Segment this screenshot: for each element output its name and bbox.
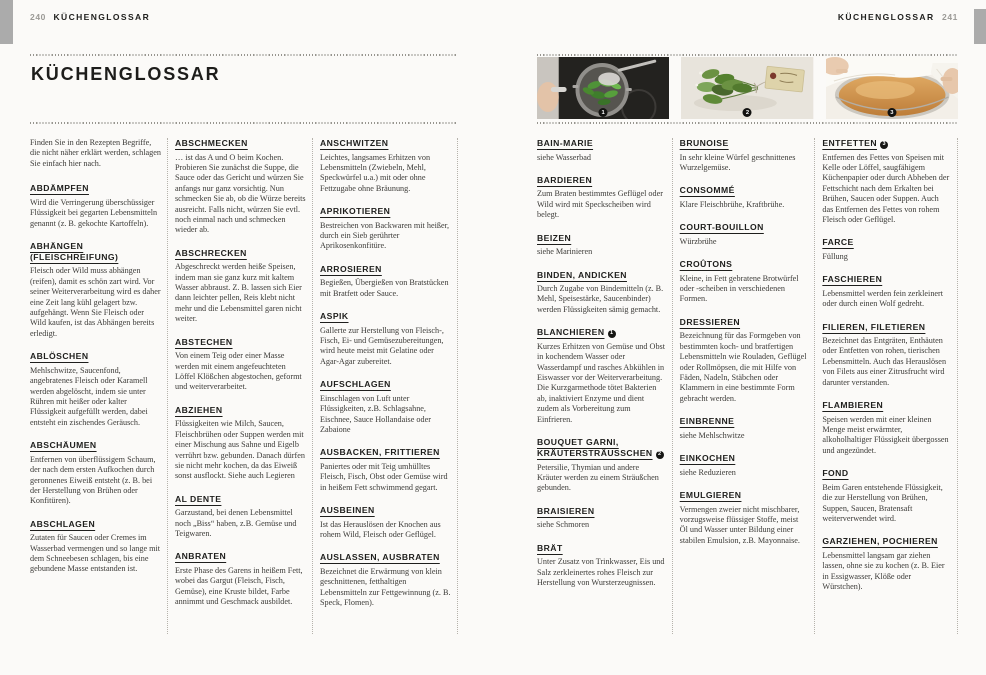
- glossary-entry: [680, 138, 809, 173]
- glossary-term-text: AUSLASSEN, AUSBRATEN: [320, 552, 440, 563]
- glossary-entry: [320, 264, 451, 299]
- glossary-term: [680, 259, 809, 270]
- glossary-term-text: BARDIEREN: [537, 174, 593, 185]
- glossary-definition: siehe Reduzieren: [679, 467, 736, 477]
- glossary-term-text: ABSCHRECKEN: [175, 247, 247, 258]
- glossary-entry: [30, 351, 161, 428]
- glossary-term-text: AUFSCHLAGEN: [320, 379, 391, 390]
- intro-text: Finden Sie in den Rezepten Begriffe, die nicht näher erklärt werden, schlagen Sie einfach hier nach.: [30, 138, 161, 168]
- glossary-definition: Flüssigkeiten wie Milch, Saucen, Fleischbrühen oder Suppen werden mit einer Mischung aus Sahne und Eigelb verrührt bzw. gebunden. Danach dürfen sie nicht mehr kochen, da das Eiweiß sonst ausflockt. Siehe auch Legieren: [175, 419, 305, 481]
- dotted-rule: [537, 54, 958, 56]
- glossary-entry: [680, 259, 809, 305]
- glossary-term-text: ABSCHÄUMEN: [30, 440, 97, 451]
- glossary-entry: [175, 494, 306, 540]
- glossary-term-text: CROÛTONS: [679, 259, 733, 270]
- glossary-term-text: FOND: [822, 468, 849, 479]
- glossary-term-text: APRIKOTIEREN: [320, 206, 391, 217]
- glossary-term-text: ABDÄMPFEN: [30, 183, 89, 194]
- glossary-column: [30, 138, 168, 634]
- glossary-term: [537, 327, 666, 338]
- glossary-term-text: ABSTECHEN: [175, 336, 233, 347]
- glossary-definition: Bezeichnet die Erwärmung von klein geschnittenen, fetthaltigen Lebensmitteln zur Fettgewinnung (z. B. Speck, Flomen).: [320, 566, 451, 608]
- photo-strip: [537, 57, 958, 119]
- glossary-term: [30, 440, 161, 451]
- glossary-entry: [320, 447, 451, 493]
- glossary-term-text: AUSBEINEN: [320, 505, 375, 516]
- glossary-definition: Füllung: [822, 251, 848, 261]
- page-number: 240: [30, 12, 46, 22]
- glossary-definition: Paniertes oder mit Teig umhülltes Fleisch, Fisch, Obst oder Gemüse wird in heißem Fett schwimmend gegart.: [320, 461, 448, 492]
- right-edge-tab: [974, 9, 986, 44]
- glossary-term-text: BAIN-MARIE: [537, 138, 594, 148]
- glossary-term: [175, 248, 306, 259]
- glossary-definition: Leichtes, langsames Erhitzen von Lebensmitteln (Zwiebeln, Mehl, Speckwürfel u.a.) mit oder ohne Fettzugabe ohne Bräunung.: [320, 152, 431, 193]
- glossary-definition: Zum Braten bestimmtes Geflügel oder Wild wird mit Speckscheiben wird belegt.: [537, 189, 663, 220]
- glossary-entry: [30, 519, 161, 575]
- glossary-entry: [680, 490, 809, 546]
- glossary-entry: [822, 400, 951, 456]
- running-head-title: KÜCHENGLOSSAR: [53, 12, 151, 22]
- glossary-term: [822, 237, 951, 248]
- glossary-entry: [822, 237, 951, 262]
- glossary-definition: Garzustand, bei denen Lebensmittel noch „Biss“ haben, z.B. Gemüse und Teigwaren.: [175, 508, 297, 539]
- glossary-definition: Wird die Verringerung überschüssiger Flüssigkeit bei gegarten Lebensmitteln genannt (z. B. gekochte Kartoffeln).: [30, 197, 158, 228]
- glossary-term-text: EINBRENNE: [679, 416, 735, 427]
- glossary-term-text: ENTFETTEN: [822, 138, 877, 148]
- glossary-term: [320, 311, 451, 322]
- glossary-term: [822, 468, 951, 479]
- glossary-term: [537, 175, 666, 186]
- glossary-entry: [537, 270, 666, 316]
- glossary-term-text: FLAMBIEREN: [822, 400, 884, 411]
- glossary-entry: [30, 138, 161, 169]
- glossary-definition: Kurzes Erhitzen von Gemüse und Obst in kochendem Wasser oder Wasserdampf und rasches Abkühlen in Eiswasser vor der Weiterverarbeitung. Die Kurzgarmethode tötet Bakterien ab, inaktiviert Enzyme und dient zudem als Vorbereitung zum Einfrieren.: [537, 341, 666, 424]
- glossary-term-text: ABHÄNGEN (FLEISCHREIFUNG): [30, 240, 119, 262]
- glossary-definition: Speisen werden mit einer kleinen Menge meist erwärmter, alkoholhaltiger Flüssigkeit übergossen und angezündet.: [822, 414, 949, 455]
- glossary-term: [320, 379, 451, 390]
- running-head-left: [30, 12, 458, 22]
- glossary-term: [680, 453, 809, 464]
- glossary-definition: Unter Zusatz von Trinkwasser, Eis und Salz zerkleinertes rohes Fleisch zur Herstellung von Wursterzeugnissen.: [537, 557, 665, 587]
- glossary-term-text: BOUQUET GARNI, KRÄUTERSTRÄUSSCHEN: [537, 437, 653, 458]
- glossary-term: [175, 138, 306, 149]
- glossary-column: [537, 138, 673, 634]
- glossary-entry: [30, 440, 161, 507]
- glossary-term: [537, 543, 666, 554]
- glossary-term-text: FILIEREN, FILETIEREN: [822, 321, 926, 332]
- glossary-definition: siehe Marinieren: [537, 247, 593, 257]
- glossary-term-text: AL DENTE: [175, 493, 222, 504]
- glossary-entry: [175, 551, 306, 607]
- glossary-definition: siehe Schmoren: [537, 520, 590, 530]
- glossary-term-text: AUSBACKEN, FRITTIEREN: [320, 447, 440, 458]
- glossary-term: [822, 536, 951, 547]
- glossary-term-text: BEIZEN: [537, 232, 572, 243]
- glossary-definition: siehe Mehlschwitze: [679, 430, 745, 440]
- glossary-term: [822, 274, 951, 285]
- page-title: KÜCHENGLOSSAR: [31, 64, 221, 84]
- glossary-term: [680, 185, 809, 196]
- photo-badge-1: 1: [599, 108, 608, 117]
- glossary-term-text: ABZIEHEN: [175, 404, 223, 415]
- dotted-rule: [30, 54, 458, 56]
- glossary-term: [30, 183, 161, 194]
- glossary-term-text: DRESSIEREN: [679, 316, 741, 327]
- glossary-term: [537, 437, 666, 459]
- glossary-entry: [680, 416, 809, 441]
- glossary-term: [537, 270, 666, 281]
- glossary-definition: Von einem Teig oder einer Masse werden mit einem angefeuchteten Löffel Klößchen abgestochen, geformt und weiterverarbeitet.: [175, 351, 302, 392]
- glossary-definition: Entfernen des Fettes von Speisen mit Kelle oder Löffel, saugfähigem Küchenpapier oder durch Abheben der Fettschicht nach dem Erkalten bei Brühen, Saucen oder Suppen. Auch das Entfernen des Fettes von rohem Fleisch oder Geflügel.: [822, 152, 950, 224]
- glossary-definition: Bezeichnet das Entgräten, Enthäuten oder Entfetten von rohen, tierischen Lebensmitteln. Auch das Herauslösen von Filets aus einer Zitrusfrucht wird darunter verstanden.: [822, 336, 947, 387]
- glossary-term-text: CONSOMMÉ: [679, 185, 735, 196]
- glossary-term: [680, 222, 809, 233]
- running-head-right: [537, 12, 958, 22]
- glossary-definition: Lebensmittel werden fein zerkleinert oder durch einen Wolf gedreht.: [822, 288, 944, 309]
- glossary-entry: [175, 248, 306, 325]
- glossary-entry: [537, 175, 666, 221]
- glossary-term: [175, 405, 306, 416]
- glossary-definition: In sehr kleine Würfel geschnittenes Wurzelgemüse.: [679, 152, 796, 172]
- glossary-term: [320, 447, 451, 458]
- glossary-entry: [822, 138, 951, 225]
- page-number: 241: [942, 12, 958, 22]
- glossary-definition: Ist das Herauslösen der Knochen aus rohem Wild, Fleisch oder Geflügel.: [320, 519, 441, 540]
- glossary-entry: [680, 453, 809, 478]
- photo-ref-badge: 3: [880, 141, 888, 149]
- glossary-term: [822, 138, 951, 149]
- glossary-term-text: FASCHIEREN: [822, 274, 883, 285]
- glossary-entry: [320, 311, 451, 367]
- glossary-term: [320, 505, 451, 516]
- running-head-title: KÜCHENGLOSSAR: [837, 12, 935, 22]
- glossary-definition: Klare Fleischbrühe, Kraftbrühe.: [679, 199, 785, 209]
- glossary-term-text: GARZIEHEN, POCHIEREN: [822, 536, 938, 547]
- glossary-term: [680, 416, 809, 427]
- glossary-term: [822, 322, 951, 333]
- glossary-entry: [320, 379, 451, 435]
- glossary-definition: Zutaten für Saucen oder Cremes im Wasserbad vermengen und so lange mit dem Schneebesen schlagen, bis eine gebundene Masse entstanden ist.: [30, 533, 161, 574]
- glossary-entry: [537, 506, 666, 531]
- glossary-definition: Einschlagen von Luft unter Flüssigkeiten, z.B. Schlagsahne, Eischnee, Sauce Hollandaise oder Zabaione: [320, 393, 431, 434]
- glossary-columns-left: [30, 138, 458, 634]
- glossary-term: [680, 317, 809, 328]
- glossary-entry: [320, 505, 451, 540]
- glossary-entry: [320, 552, 451, 608]
- glossary-term-text: BINDEN, ANDICKEN: [537, 269, 627, 280]
- glossary-term: [537, 233, 666, 244]
- glossary-term: [175, 494, 306, 505]
- dotted-rule: [30, 122, 458, 124]
- glossary-term-text: BRUNOISE: [679, 138, 729, 148]
- glossary-entry: [30, 183, 161, 229]
- glossary-definition: Erste Phase des Garens in heißem Fett, wobei das Gargut (Fleisch, Fisch, Gemüse), eine Kruste bildet, Farbe annimmt und Geschmack ausbildet.: [175, 565, 303, 607]
- photo-blanchieren: [537, 57, 669, 119]
- glossary-definition: Bezeichnung für das Formgeben von bestimmten koch- und bratfertigen Lebensmitteln wie Rouladen, Geflügel oder Rollmöpsen, die mit Hilfe von Fäden, Nadeln, Stäbchen oder Klammern in eine bestimmte Form gebracht werden.: [679, 331, 807, 403]
- glossary-term-text: BLANCHIEREN: [537, 327, 605, 338]
- glossary-columns-right: [537, 138, 958, 634]
- glossary-definition: Begießen, Übergießen von Bratstücken mit Bratfett oder Sauce.: [320, 278, 449, 298]
- glossary-term-text: ARROSIEREN: [320, 263, 382, 274]
- glossary-term: [822, 400, 951, 411]
- photo-badge-2: 2: [743, 108, 752, 117]
- glossary-definition: Bestreichen von Backwaren mit heißer, durch ein Sieb gerührter Aprikosenkonfitüre.: [320, 220, 450, 251]
- glossary-entry: [537, 138, 666, 163]
- glossary-entry: [175, 337, 306, 393]
- glossary-definition: … ist das A und O beim Kochen. Probieren Sie zunächst die Suppe, die Sauce oder das Gericht und würzen Sie anfangs nur ganz vorsichtig. Nun schmecken Sie ab, ob die Würze bereits ausreicht. Falls nicht, würzen Sie evtl. noch einmal nach und schmecken wieder ab.: [175, 152, 306, 235]
- glossary-entry: [822, 274, 951, 309]
- glossary-entry: [537, 233, 666, 258]
- glossary-term: [30, 519, 161, 530]
- glossary-definition: Vermengen zweier nicht mischbarer, vorzugsweise flüssiger Stoffe, meist Öl und Wasser unter Bildung einer stabilen Emulsion, z.B. Mayonnaise.: [679, 504, 800, 545]
- glossary-term: [175, 551, 306, 562]
- glossary-definition: Gallerte zur Herstellung von Fleisch-, Fisch, Ei- und Gemüsezubereitungen, wird heute meist mit Gelatine oder Agar-Agar zubereitet.: [320, 325, 444, 366]
- glossary-entry: [680, 317, 809, 404]
- glossary-entry: [320, 206, 451, 252]
- glossary-definition: Lebensmittel langsam gar ziehen lassen, ohne sie zu kochen (z. B. Eier in Essigwasser, Klöße oder Würstchen).: [822, 550, 945, 592]
- glossary-definition: Beim Garen entstehende Flüssigkeit, die zur Herstellung von Brühen, Suppen, Saucen, Bratensaft weiterverwendet wird.: [822, 482, 943, 523]
- photo-badge-3: 3: [887, 108, 896, 117]
- glossary-term: [537, 506, 666, 517]
- glossary-term-text: BRAISIEREN: [537, 505, 595, 516]
- glossary-column: [822, 138, 958, 634]
- glossary-entry: [680, 222, 809, 247]
- glossary-term-text: ANBRATEN: [175, 551, 227, 562]
- glossary-entry: [822, 536, 951, 592]
- glossary-definition: Fleisch oder Wild muss abhängen (reifen), damit es schön zart wird. Vor seiner Weiterverarbeitung wird es daher eine Zeit lang kühl gelagert bzw. aufgehängt. Wenn Sie Fleisch oder Wild kaufen, ist das Abhängen bereits erledigt.: [30, 266, 161, 338]
- glossary-term: [320, 552, 451, 563]
- glossary-entry: [822, 322, 951, 389]
- glossary-definition: Würzbrühe: [679, 236, 717, 246]
- glossary-entry: [175, 405, 306, 482]
- glossary-definition: Mehlschwitze, Saucenfond, angebratenes Fleisch oder Karamell werden abgelöscht, indem sie unter Rühren mit heißer oder kalter Flüssigkeit aufgefüllt werden, dabei entsteht ein zischendes Geräusch.: [30, 365, 148, 427]
- glossary-term: [320, 138, 451, 149]
- photo-ref-badge: 1: [608, 330, 616, 338]
- glossary-term: [320, 206, 451, 217]
- glossary-entry: [175, 138, 306, 236]
- glossary-entry: [680, 185, 809, 210]
- glossary-term: [30, 351, 161, 362]
- glossary-definition: Durch Zugabe von Bindemitteln (z. B. Mehl, Speisestärke, Saucenbinder) werden Flüssigkeiten sämig gemacht.: [537, 284, 664, 314]
- glossary-term-text: ASPIK: [320, 311, 349, 322]
- glossary-term: [680, 490, 809, 501]
- glossary-term-text: EINKOCHEN: [679, 453, 736, 464]
- glossary-entry: [537, 327, 666, 425]
- glossary-term: [680, 138, 809, 149]
- glossary-definition: Petersilie, Thymian und andere Kräuter werden zu einem Sträußchen gebunden.: [537, 462, 659, 493]
- glossary-term-text: ABSCHLAGEN: [30, 518, 96, 529]
- glossary-entry: [822, 468, 951, 524]
- glossary-column: [320, 138, 458, 634]
- glossary-column: [680, 138, 816, 634]
- photo-ref-badge: 2: [656, 451, 664, 459]
- glossary-term-text: ABSCHMECKEN: [175, 138, 248, 148]
- glossary-term: [175, 337, 306, 348]
- left-edge-tab: [0, 0, 13, 44]
- glossary-definition: Abgeschreckt werden heiße Speisen, indem man sie ganz kurz mit kaltem Wasser abbraust. Z. B. lassen sich Eier dann leichter pellen, Reis klebt nicht mehr und die Lebensmittel garen nicht weiter.: [175, 262, 302, 324]
- glossary-term: [537, 138, 666, 149]
- glossary-term-text: EMULGIEREN: [679, 490, 742, 500]
- glossary-term-text: COURT-BOUILLON: [679, 222, 764, 233]
- photo-bouquet-garni: [681, 57, 813, 119]
- glossary-entry: [30, 241, 161, 339]
- photo-entfetten: [826, 57, 958, 119]
- dotted-rule: [537, 122, 958, 124]
- glossary-term-text: ABLÖSCHEN: [30, 351, 89, 362]
- glossary-entry: [537, 543, 666, 589]
- glossary-definition: siehe Wasserbad: [537, 152, 591, 162]
- glossary-entry: [537, 437, 666, 494]
- glossary-term: [30, 241, 161, 263]
- glossary-term-text: ANSCHWITZEN: [320, 138, 389, 148]
- glossary-column: [175, 138, 313, 634]
- glossary-term: [320, 264, 451, 275]
- glossary-definition: Kleine, in Fett gebratene Brotwürfel oder -scheiben in verschiedenen Formen.: [679, 273, 799, 304]
- glossary-definition: Entfernen von überflüssigem Schaum, der nach dem ersten Aufkochen durch geronnenes Eiweiß entsteht (z. B. bei der Herstellung von Brühen oder Konfitüren).: [30, 454, 156, 506]
- glossary-term-text: FARCE: [822, 237, 854, 248]
- glossary-term-text: BRÄT: [537, 542, 563, 553]
- glossary-entry: [320, 138, 451, 194]
